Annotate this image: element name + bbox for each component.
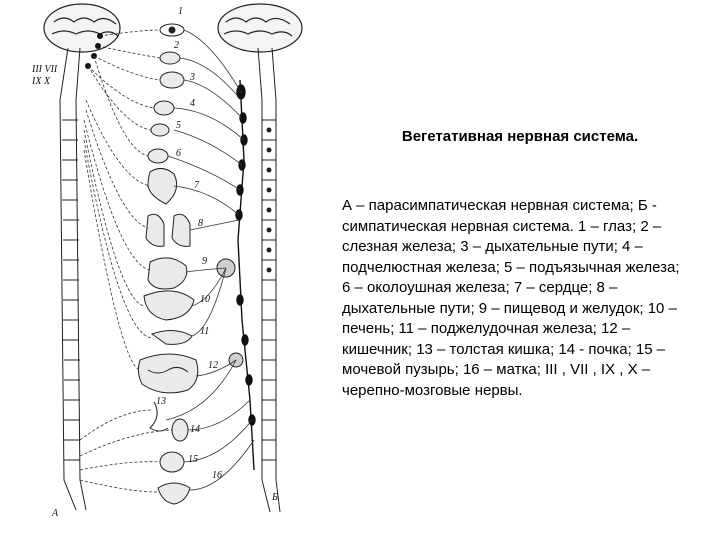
pancreas (152, 330, 192, 344)
stomach (148, 258, 187, 289)
nervous-system-illustration (32, 0, 310, 530)
organ-number-12: 12 (208, 360, 218, 371)
organ-number-5: 5 (176, 120, 181, 131)
cranial-nerves-label-line1: III VII (32, 64, 58, 75)
airways-upper (160, 72, 184, 88)
organ-number-7: 7 (194, 180, 199, 191)
label-a: А (52, 508, 59, 519)
organ-number-10: 10 (200, 294, 210, 305)
kidney (172, 419, 188, 441)
organ-number-1: 1 (178, 6, 183, 17)
organ-number-4: 4 (190, 98, 195, 109)
lungs (146, 214, 190, 246)
organ-number-2: 2 (174, 40, 179, 51)
spinal-cord-right (258, 48, 280, 512)
organ-number-14: 14 (190, 424, 200, 435)
spinal-cord-left (60, 48, 86, 510)
submandibular-gland (154, 101, 174, 115)
organ-number-6: 6 (176, 148, 181, 159)
organ-number-9: 9 (202, 256, 207, 267)
slide-caption: А – парасимпатическая нервная система; Б - симпатическая нервная система. 1 – глаз; 2 – слезная железа; 3 – дыхательные пути; 4 – подчелюстная железа; 5 – подъязычная железа; 6 – околоушная железа; 7 – сердце; 8 – дыхательные пути; 9 – пищевод и желудок; 10 – печень; 11 – поджелудочная железа; 12 – кишечник; 13 – толстая кишка; 14 - почка; 15 – мочевой пузырь; 16 – матка; III , VII , IX , X – черепно-мозговые нервы. (342, 197, 680, 399)
intestine (138, 354, 197, 393)
sublingual-gland (151, 124, 169, 136)
parotid-gland (148, 149, 168, 163)
uterus (158, 483, 190, 504)
organ-number-13: 13 (156, 396, 166, 407)
cranial-nerves-label-line2: IX X (32, 76, 51, 87)
lacrimal-gland (160, 52, 180, 64)
bladder (160, 452, 184, 472)
organ-number-15: 15 (188, 454, 198, 465)
organ-number-8: 8 (198, 218, 203, 229)
organ-number-3: 3 (190, 72, 195, 83)
organs (138, 24, 197, 504)
brain-left (44, 4, 120, 52)
label-b: Б (272, 492, 278, 503)
organ-number-16: 16 (212, 470, 222, 481)
slide-title: Вегетативная нервная система. (401, 128, 639, 145)
sympathetic-trunk (236, 80, 255, 470)
organ-number-11: 11 (200, 326, 210, 337)
heart (148, 168, 177, 204)
liver (144, 291, 194, 320)
brain-right (218, 4, 302, 52)
